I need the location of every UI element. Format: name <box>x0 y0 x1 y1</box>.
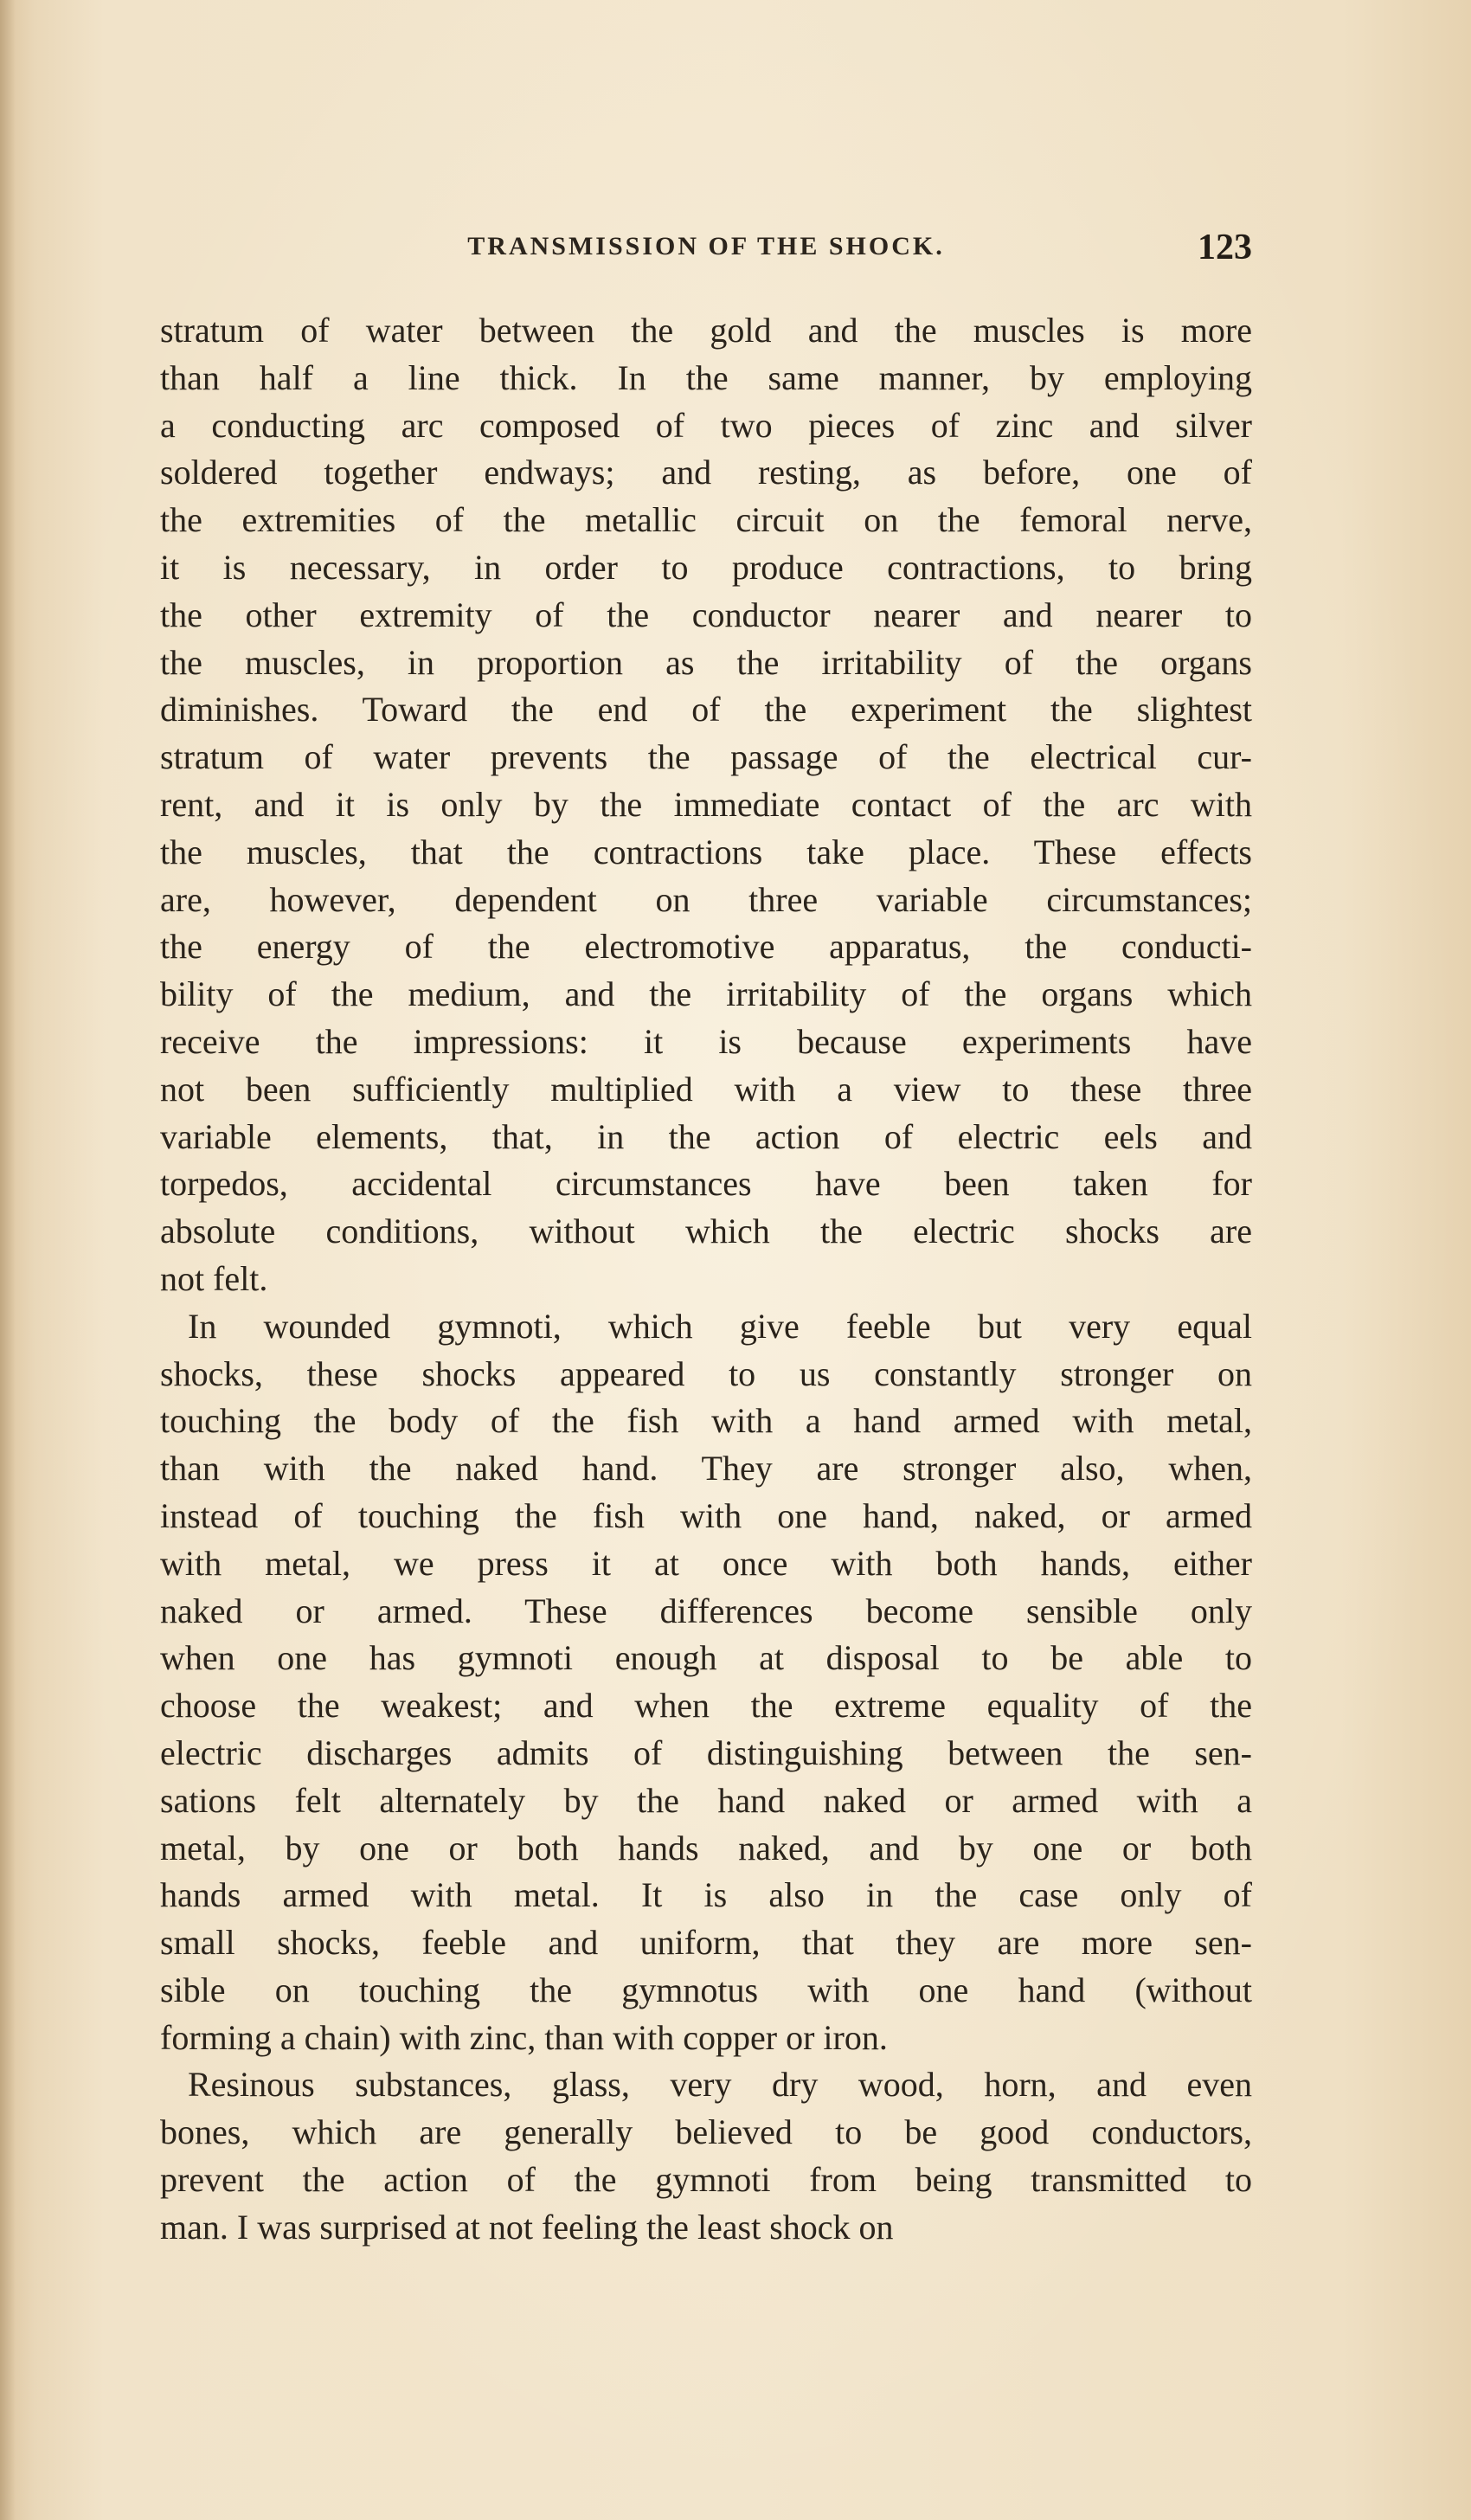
text-line: with metal, we press it at once with both hands, either <box>160 1543 1252 1583</box>
text-line: not felt. <box>160 1258 268 1298</box>
text-line: the muscles, that the contractions take place. These effects <box>160 832 1252 871</box>
text-line: bility of the medium, and the irritability of the organs which <box>160 974 1252 1014</box>
text-line: naked or armed. These differences become sensible only <box>160 1591 1252 1630</box>
text-line: sible on touching the gymnotus with one hand (without <box>160 1970 1252 2009</box>
text-line: a conducting arc composed of two pieces of zinc and silver <box>160 405 1252 445</box>
text-line: not been sufficiently multiplied with a view to these three <box>160 1069 1252 1109</box>
paragraph-3 <box>160 2061 1252 2251</box>
text-line: receive the impressions: it is because experiments have <box>160 1021 1252 1061</box>
text-line: hands armed with metal. It is also in the case only of <box>160 1875 1252 1915</box>
text-line: shocks, these shocks appeared to us constantly stronger on <box>160 1353 1252 1393</box>
text-line: diminishes. Toward the end of the experiment the slightest <box>160 690 1252 730</box>
running-head <box>160 227 1252 270</box>
text-line: soldered together endways; and resting, as before, one of <box>160 453 1252 492</box>
text-line: sations felt alternately by the hand naked or armed with a <box>160 1780 1252 1820</box>
text-line: metal, by one or both hands naked, and by one or both <box>160 1828 1252 1868</box>
text-line: it is necessary, in order to produce contractions, to bring <box>160 547 1252 587</box>
text-line: bones, which are generally believed to be good conductors, <box>160 2112 1252 2152</box>
text-line: stratum of water between the gold and the muscles is more <box>160 311 1252 350</box>
text-line: absolute conditions, without which the electric shocks are <box>160 1212 1252 1251</box>
paragraph-1 <box>160 307 1252 1303</box>
text-line: instead of touching the fish with one hand, naked, or armed <box>160 1495 1252 1535</box>
text-line: man. I was surprised at not feeling the least shock on <box>160 2207 894 2247</box>
text-line: forming a chain) with zinc, than with copper or iron. <box>160 2017 888 2057</box>
text-line: the extremities of the metallic circuit on the femoral nerve, <box>160 500 1252 540</box>
text-line: electric discharges admits of distinguishing between the sen- <box>160 1732 1252 1772</box>
text-line: torpedos, accidental circumstances have been taken for <box>160 1164 1252 1204</box>
text-line: small shocks, feeble and uniform, that they are more sen- <box>160 1923 1252 1963</box>
text-line: touching the body of the fish with a hand armed with metal, <box>160 1401 1252 1441</box>
text-line: the muscles, in proportion as the irritability of the organs <box>160 642 1252 682</box>
text-line: rent, and it is only by the immediate contact of the arc with <box>160 784 1252 824</box>
body-text <box>160 307 1252 2252</box>
text-line: In wounded gymnoti, which give feeble but very equal <box>188 1306 1252 1346</box>
text-line: than with the naked hand. They are stronger also, when, <box>160 1449 1252 1488</box>
paragraph-2 <box>160 1303 1252 2062</box>
text-line: variable elements, that, in the action of electric eels and <box>160 1116 1252 1156</box>
text-line: are, however, dependent on three variable circumstances; <box>160 879 1252 919</box>
text-line: Resinous substances, glass, very dry wood, horn, and even <box>188 2065 1252 2105</box>
text-line: when one has gymnoti enough at disposal to be able to <box>160 1638 1252 1678</box>
running-title: TRANSMISSION OF THE SHOCK. <box>467 232 945 260</box>
text-line: stratum of water prevents the passage of the electrical cur- <box>160 737 1252 777</box>
page-gutter-shadow <box>0 0 16 2520</box>
text-line: prevent the action of the gymnoti from being transmitted to <box>160 2160 1252 2200</box>
text-line: the energy of the electromotive apparatus, the conducti- <box>160 927 1252 967</box>
text-line: than half a line thick. In the same manner, by employing <box>160 357 1252 397</box>
text-line: choose the weakest; and when the extreme equality of the <box>160 1686 1252 1726</box>
text-line: the other extremity of the conductor nearer and nearer to <box>160 595 1252 634</box>
page-number: 123 <box>1198 228 1252 267</box>
